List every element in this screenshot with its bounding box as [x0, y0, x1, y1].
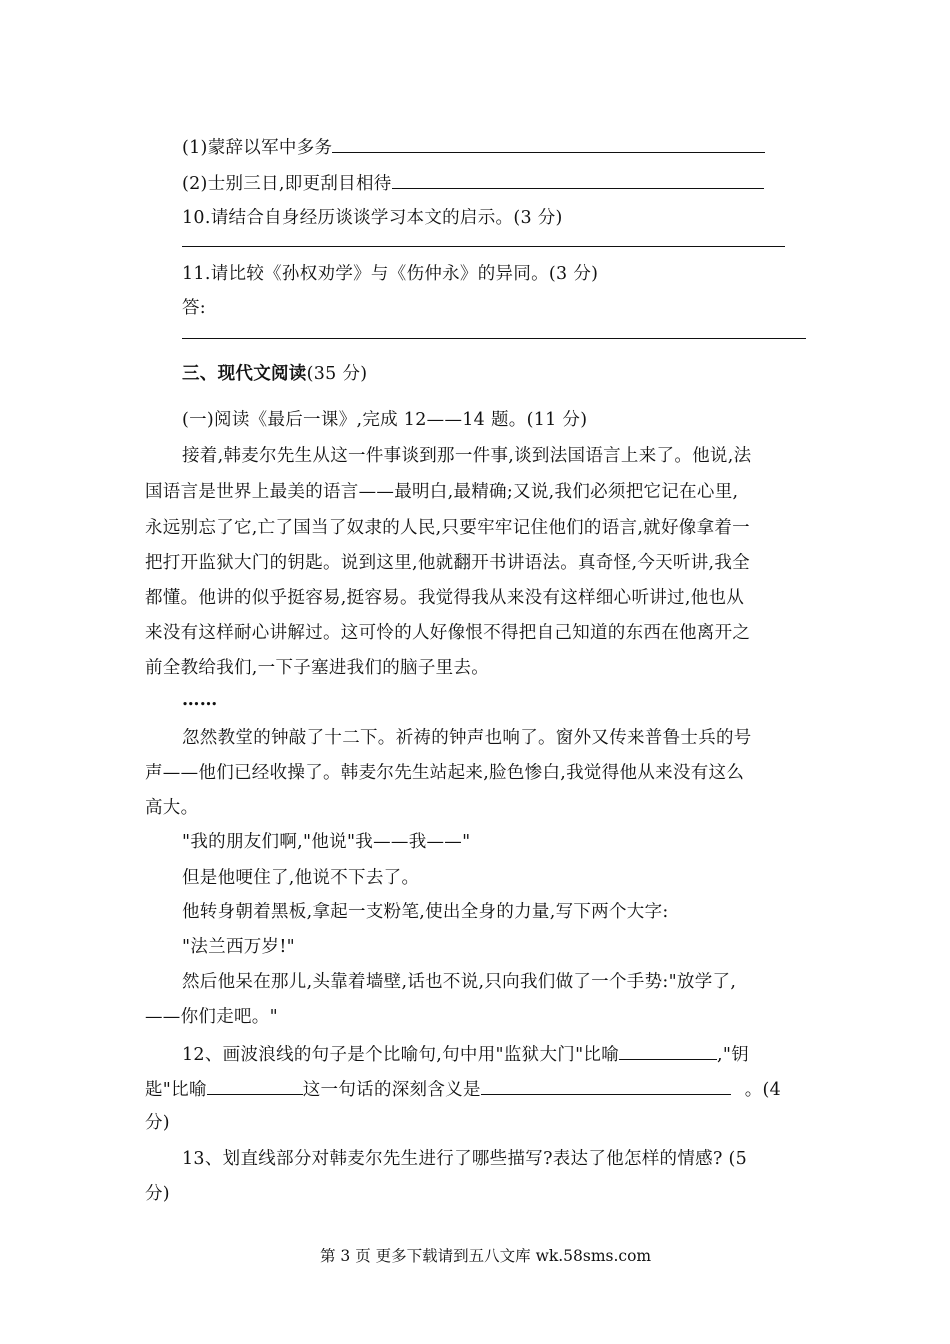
q11-answer-label: 答: — [182, 298, 206, 318]
passage-line: 忽然教堂的钟敲了十二下。祈祷的钟声也响了。窗外又传来普鲁士兵的号 — [182, 728, 752, 748]
q13-line-2: 分) — [145, 1184, 170, 1204]
passage-line: 永远别忘了它,亡了国当了奴隶的人民,只要牢牢记住他们的语言,就好像拿着一 — [145, 518, 750, 538]
section-heading: 三、现代文阅读(35 分) — [182, 364, 368, 384]
passage-line: 声——他们已经收操了。韩麦尔先生站起来,脸色惨白,我觉得他从来没有这么 — [145, 763, 745, 783]
passage-line: ——你们走吧。" — [145, 1007, 278, 1027]
passage-line: 都懂。他讲的似乎挺容易,挺容易。我觉得我从来没有这样细心听讲过,他也从 — [145, 588, 745, 608]
passage-line: "法兰西万岁!" — [182, 937, 296, 957]
q12-blank-meaning[interactable] — [481, 1076, 731, 1095]
passage-line: "我的朋友们啊,"他说"我——我——" — [182, 832, 471, 852]
passage-line: 高大。 — [145, 798, 199, 818]
passage-line: 然后他呆在那儿,头靠着墙壁,话也不说,只向我们做了一个手势:"放学了, — [182, 972, 737, 992]
q12-line-2: 匙"比喻 这一句话的深刻含义是 。(4 — [145, 1076, 781, 1102]
q9-answer-blank-1[interactable] — [332, 134, 765, 153]
q11-question: 11.请比较《孙权劝学》与《伤仲永》的异同。(3 分) — [182, 264, 599, 284]
passage-ellipsis: …… — [182, 690, 218, 710]
q10-answer-line[interactable] — [182, 246, 785, 247]
q11-answer-line[interactable] — [182, 338, 806, 339]
q13-line-1: 13、划直线部分对韩麦尔先生进行了哪些描写?表达了他怎样的情感? (5 — [182, 1149, 748, 1169]
passage-line: 他转身朝着黑板,拿起一支粉笔,使出全身的力量,写下两个大字: — [182, 902, 669, 922]
part1-intro: (一)阅读《最后一课》,完成 12——14 题。(11 分) — [182, 410, 588, 430]
q12-line-1: 12、画波浪线的句子是个比喻句,句中用"监狱大门"比喻 ,"钥 — [182, 1041, 749, 1067]
q9-item-1: (1)蒙辞以军中多务 — [182, 134, 765, 160]
passage-line: 接着,韩麦尔先生从这一件事谈到那一件事,谈到法国语言上来了。他说,法 — [182, 446, 752, 466]
passage-line: 把打开监狱大门的钥匙。说到这里,他就翻开书讲语法。真奇怪,今天听讲,我全 — [145, 553, 750, 573]
q12-blank-key[interactable] — [207, 1076, 303, 1095]
q9-answer-blank-2[interactable] — [392, 170, 764, 189]
q9-item-2: (2)士别三日,即更刮目相待 — [182, 170, 764, 196]
page-footer: 第 3 页 更多下载请到五八文库 wk.58sms.com — [320, 1247, 652, 1265]
passage-line: 来没有这样耐心讲解过。这可怜的人好像恨不得把自己知道的东西在他离开之 — [145, 623, 751, 643]
q10-question: 10.请结合自身经历谈谈学习本文的启示。(3 分) — [182, 208, 563, 228]
q12-blank-prison-gate[interactable] — [619, 1041, 717, 1060]
q12-line-3: 分) — [145, 1113, 170, 1133]
passage-line: 国语言是世界上最美的语言——最明白,最精确;又说,我们必须把它记在心里, — [145, 482, 739, 502]
passage-line: 前全教给我们,一下子塞进我们的脑子里去。 — [145, 658, 490, 678]
passage-line: 但是他哽住了,他说不下去了。 — [182, 868, 420, 888]
